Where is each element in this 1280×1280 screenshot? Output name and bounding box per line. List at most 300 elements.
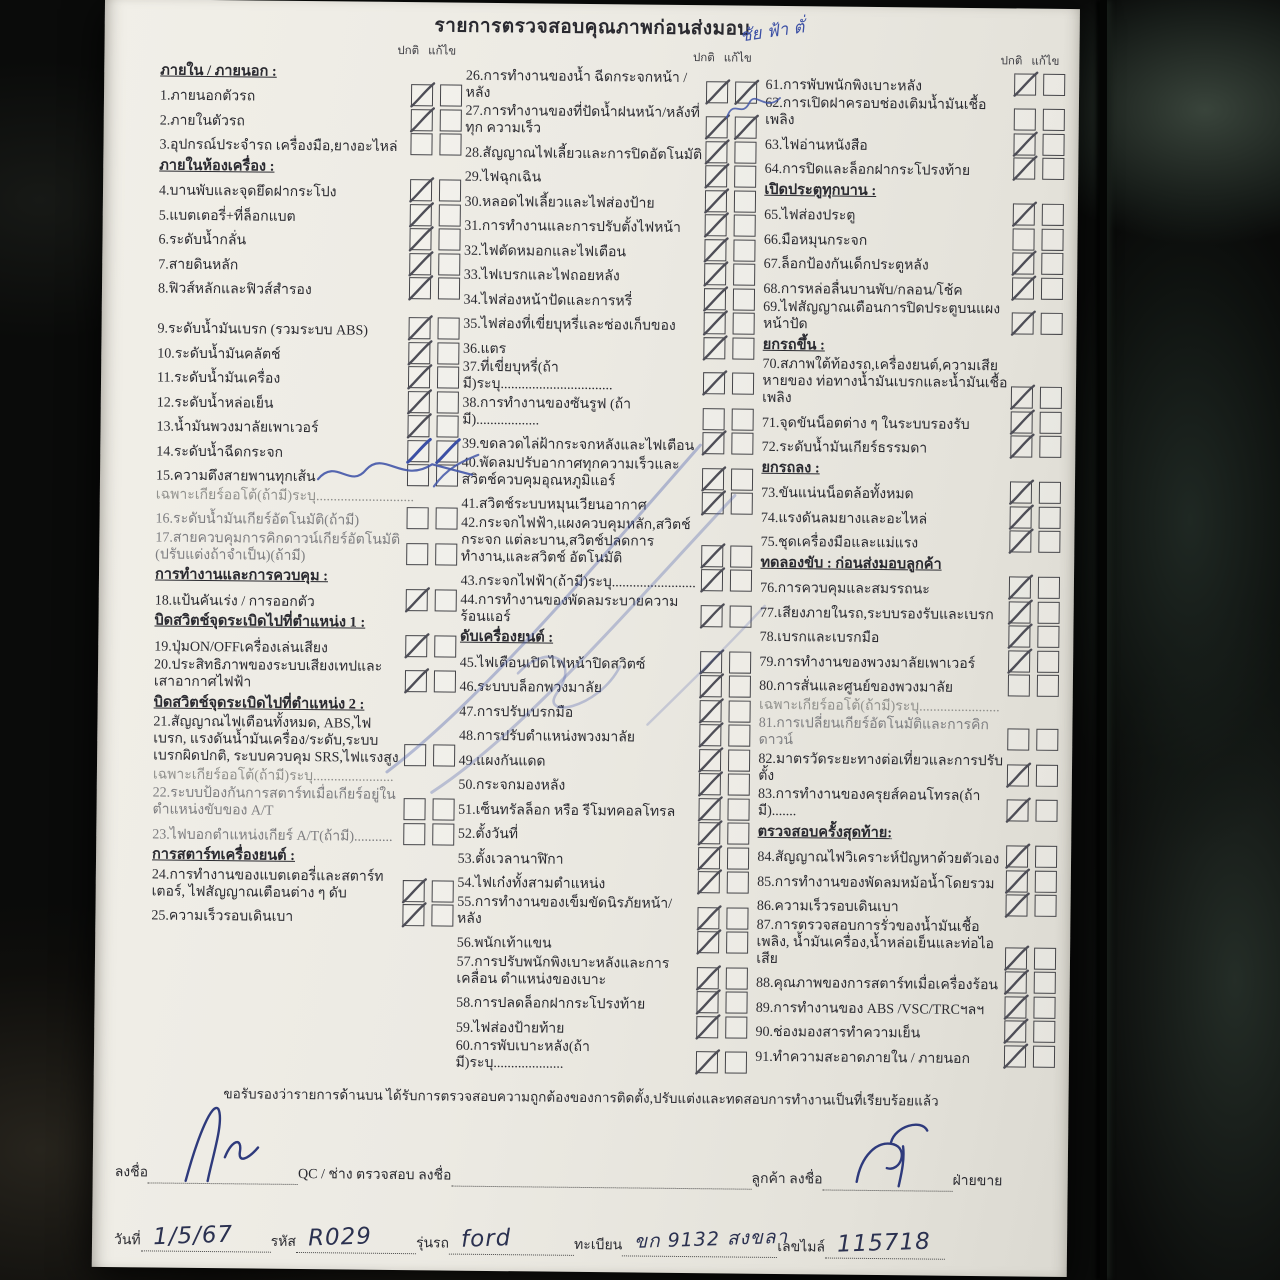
- checkbox-fix[interactable]: [727, 907, 749, 929]
- checkbox-fix[interactable]: [437, 342, 459, 364]
- checkbox-normal[interactable]: [701, 545, 723, 567]
- checkbox-normal[interactable]: [698, 907, 720, 929]
- item-label: 60.การพับเบาะหลัง(ถ้ามี)ระบุ....................: [455, 1038, 590, 1072]
- checkbox-fix[interactable]: [728, 798, 750, 820]
- checkbox-fix[interactable]: [436, 440, 458, 462]
- status-checkboxes: [1013, 157, 1064, 180]
- checkbox-normal[interactable]: [1005, 971, 1027, 993]
- checkbox-fix[interactable]: [1037, 626, 1059, 648]
- plate-value: ขก 9132 สงขลา: [634, 1225, 789, 1253]
- checklist-item: [463, 310, 755, 336]
- item-label: 1.ภายนอกตัวรถ: [159, 88, 256, 105]
- item-label: 3.อุปกรณ์ประจำรถ เครื่องมือ,ยางอะไหล่: [159, 137, 398, 155]
- checkbox-fix[interactable]: [733, 263, 755, 285]
- checklist-item: [462, 430, 754, 456]
- checkbox-normal[interactable]: [1014, 108, 1036, 130]
- checkbox-fix[interactable]: [730, 605, 752, 627]
- checkbox-normal[interactable]: [704, 288, 726, 310]
- status-checkboxes: [705, 165, 756, 188]
- date-field[interactable]: [141, 1221, 271, 1252]
- checkbox-normal[interactable]: [1008, 625, 1030, 647]
- status-checkboxes: [700, 724, 751, 747]
- sales-signature: [842, 1116, 939, 1195]
- item-label: 85.การทำงานของพัดลมหม้อน้ำโดยรวม: [757, 874, 995, 892]
- checkbox-normal[interactable]: [697, 931, 719, 953]
- item-label: 10.ระดับน้ำมันคลัตช์: [157, 345, 281, 363]
- checkbox-normal[interactable]: [402, 904, 424, 926]
- checkbox-fix[interactable]: [435, 543, 457, 565]
- checkbox-fix[interactable]: [438, 277, 460, 299]
- status-checkboxes: [1011, 411, 1062, 434]
- checkbox-normal[interactable]: [697, 967, 719, 989]
- checkbox-normal[interactable]: [704, 312, 726, 334]
- status-checkboxes: [410, 179, 461, 202]
- status-checkboxes: [409, 228, 460, 251]
- model-field[interactable]: [449, 1225, 574, 1256]
- checkbox-normal[interactable]: [696, 1051, 718, 1073]
- status-checkboxes: [701, 569, 752, 592]
- checkbox-normal[interactable]: [705, 190, 727, 212]
- checklist-item: [458, 820, 750, 846]
- item-label: 4.บานพับและจุดยึดฝากระโปง: [158, 183, 337, 201]
- checkbox-fix[interactable]: [431, 880, 453, 902]
- checkbox-fix[interactable]: [1033, 1021, 1055, 1043]
- checkbox-fix[interactable]: [734, 214, 756, 236]
- checkbox-fix[interactable]: [1041, 228, 1063, 250]
- status-checkboxes: [409, 253, 460, 276]
- checkbox-normal[interactable]: [407, 440, 429, 462]
- item-label: 16.ระดับน้ำมันเกียร์อัตโนมัติ(ถ้ามี): [155, 511, 360, 529]
- item-label: 88.คุณภาพของการสตาร์ทเมื่อเครื่องร้อน: [756, 975, 999, 994]
- item-label: 18.แป้นคันเร่ง / การออกตัว: [154, 592, 315, 610]
- section-label: การสตาร์ทเครื่องยนต์ :: [151, 846, 296, 864]
- checkbox-normal[interactable]: [1009, 530, 1031, 552]
- checkbox-normal[interactable]: [410, 179, 432, 201]
- checkbox-fix[interactable]: [437, 317, 459, 339]
- item-label: 32.ไฟตัดหมอกและไฟเตือน: [463, 243, 627, 260]
- checkbox-normal[interactable]: [1010, 435, 1032, 457]
- checkbox-normal[interactable]: [701, 605, 723, 627]
- checkbox-fix[interactable]: [1039, 436, 1061, 458]
- checklist-item: [463, 285, 755, 311]
- checkbox-normal[interactable]: [700, 651, 722, 673]
- mileage-field[interactable]: [825, 1228, 945, 1260]
- checklist-item: [459, 673, 751, 699]
- checkbox-normal[interactable]: [706, 141, 728, 163]
- checklist-columns: [94, 37, 1080, 1087]
- checkbox-normal[interactable]: [700, 675, 722, 697]
- handwritten-top-note: ชัย ฟ้า ตั่: [738, 17, 806, 47]
- checklist-item: [158, 274, 460, 300]
- status-checkboxes: [1009, 530, 1060, 553]
- plate-field[interactable]: [622, 1225, 789, 1258]
- checklist-item: [151, 901, 453, 927]
- item-label: 79.การทำงานของพวงมาลัยเพาเวอร์: [759, 654, 976, 672]
- checkbox-fix[interactable]: [728, 822, 750, 844]
- checkbox-fix[interactable]: [1036, 764, 1058, 786]
- checkbox-fix[interactable]: [1037, 650, 1059, 672]
- checkbox-normal[interactable]: [1008, 650, 1030, 672]
- checkbox-fix[interactable]: [731, 492, 753, 514]
- checkbox-normal[interactable]: [1012, 277, 1034, 299]
- checkbox-fix[interactable]: [1043, 73, 1065, 95]
- status-checkboxes: [706, 81, 757, 104]
- checkbox-normal[interactable]: [406, 543, 428, 565]
- status-checkboxes: [404, 744, 455, 767]
- checkbox-fix[interactable]: [1038, 601, 1060, 623]
- status-fix-label: แก้ไข: [1031, 55, 1060, 68]
- checkbox-normal[interactable]: [699, 773, 721, 795]
- checklist-item: [463, 334, 755, 360]
- checkbox-normal[interactable]: [409, 253, 431, 275]
- checklist-item: [464, 212, 756, 238]
- checkbox-normal[interactable]: [404, 744, 426, 766]
- checkbox-normal[interactable]: [1004, 1045, 1026, 1067]
- customer-signature-line[interactable]: [451, 1170, 751, 1190]
- status-checkboxes: [1010, 506, 1061, 529]
- checkbox-normal[interactable]: [407, 464, 429, 486]
- checklist-item: [458, 844, 750, 870]
- section-header: [155, 564, 457, 587]
- status-header-middle: [466, 41, 758, 69]
- item-label: 56.พนักเท้าแขน: [456, 935, 552, 952]
- checkbox-fix[interactable]: [726, 931, 748, 953]
- status-checkboxes: [1005, 947, 1056, 970]
- checkbox-fix[interactable]: [1042, 133, 1064, 155]
- checkbox-normal[interactable]: [698, 847, 720, 869]
- checkbox-fix[interactable]: [731, 468, 753, 490]
- checkbox-normal[interactable]: [697, 991, 719, 1013]
- checklist-item: [761, 479, 1061, 505]
- checklist-item: [757, 843, 1057, 869]
- checkbox-normal[interactable]: [1004, 996, 1026, 1018]
- checkbox-fix[interactable]: [1041, 277, 1063, 299]
- checkbox-fix[interactable]: [726, 1016, 748, 1038]
- checkbox-fix[interactable]: [439, 133, 461, 155]
- checkbox-normal[interactable]: [1014, 73, 1036, 95]
- checkbox-normal[interactable]: [403, 798, 425, 820]
- status-checkboxes: [1012, 252, 1063, 275]
- checkbox-fix[interactable]: [729, 651, 751, 673]
- checkbox-normal[interactable]: [1012, 228, 1034, 250]
- checklist-item: [160, 81, 462, 107]
- checkbox-normal[interactable]: [409, 204, 431, 226]
- checkbox-normal[interactable]: [1010, 481, 1032, 503]
- checklist-item: [459, 746, 751, 772]
- item-label: 11.ระดับน้ำมันเครื่อง: [156, 370, 281, 387]
- note-line: [153, 766, 455, 786]
- checkbox-normal[interactable]: [705, 165, 727, 187]
- checklist-item: [461, 490, 753, 516]
- checkbox-fix[interactable]: [1040, 387, 1062, 409]
- checkbox-normal[interactable]: [704, 337, 726, 359]
- note-line: [759, 696, 1059, 716]
- checkbox-fix[interactable]: [1034, 972, 1056, 994]
- status-checkboxes: [698, 871, 749, 894]
- checkbox-fix[interactable]: [735, 81, 757, 103]
- checkbox-fix[interactable]: [1042, 158, 1064, 180]
- checkbox-fix[interactable]: [733, 288, 755, 310]
- checklist-item: [457, 893, 749, 930]
- checklist-item: [765, 130, 1065, 156]
- checkbox-normal[interactable]: [699, 749, 721, 771]
- checkbox-normal[interactable]: [1005, 947, 1027, 969]
- checkbox-fix[interactable]: [1033, 996, 1055, 1018]
- checkbox-fix[interactable]: [729, 724, 751, 746]
- status-fix-label: แก้ไข: [723, 52, 752, 65]
- checklist-item: [461, 567, 753, 593]
- checkbox-normal[interactable]: [705, 239, 727, 261]
- item-label: 75.ชุดเครื่องมือและแม่แรง: [760, 534, 919, 552]
- checkbox-normal[interactable]: [1006, 845, 1028, 867]
- item-label: 73.ขันแน่นน็อตล้อทั้งหมด: [761, 485, 914, 503]
- checklist-item: [763, 299, 1063, 336]
- status-checkboxes: [701, 605, 752, 628]
- checkbox-fix[interactable]: [732, 432, 754, 454]
- checkbox-fix[interactable]: [734, 165, 756, 187]
- status-checkboxes: [699, 773, 750, 796]
- checkbox-fix[interactable]: [439, 179, 461, 201]
- checkbox-normal[interactable]: [405, 589, 427, 611]
- checkbox-normal[interactable]: [699, 798, 721, 820]
- checkbox-fix[interactable]: [438, 228, 460, 250]
- checkbox-normal[interactable]: [409, 277, 431, 299]
- checklist-item: [759, 647, 1059, 673]
- checkbox-normal[interactable]: [1012, 252, 1034, 274]
- item-label: 36.แตร: [462, 341, 507, 357]
- checkbox-fix[interactable]: [735, 141, 757, 163]
- checkbox-normal[interactable]: [701, 569, 723, 591]
- checklist-item: [459, 722, 751, 748]
- checkbox-fix[interactable]: [1039, 506, 1061, 528]
- checkbox-fix[interactable]: [1034, 947, 1056, 969]
- sales-signature-line[interactable]: [822, 1173, 952, 1191]
- checkbox-fix[interactable]: [1033, 1045, 1055, 1067]
- item-label: 72.ระดับน้ำมันเกียร์ธรรมดา: [761, 439, 928, 457]
- checkbox-normal[interactable]: [705, 214, 727, 236]
- checkbox-fix[interactable]: [432, 798, 454, 820]
- leather-seam: [1100, 0, 1107, 1280]
- item-label: 27.การทำงานของที่ปัดน้ำฝนหน้า/หลังที่ทุก ความเร็ว: [465, 103, 700, 137]
- checkbox-normal[interactable]: [409, 228, 431, 250]
- checkbox-fix[interactable]: [436, 464, 458, 486]
- checklist-item: [464, 261, 756, 287]
- checkbox-normal[interactable]: [700, 700, 722, 722]
- checkbox-fix[interactable]: [1037, 675, 1059, 697]
- checkbox-fix[interactable]: [730, 569, 752, 591]
- checkbox-normal[interactable]: [1013, 133, 1035, 155]
- checkbox-normal[interactable]: [1006, 870, 1028, 892]
- checkbox-fix[interactable]: [1040, 411, 1062, 433]
- status-checkboxes: [702, 492, 753, 515]
- checkbox-fix[interactable]: [439, 109, 461, 131]
- checkbox-normal[interactable]: [697, 1016, 719, 1038]
- mileage-label: เลขไมล์: [777, 1240, 826, 1256]
- status-checkboxes: [1006, 870, 1057, 893]
- checkbox-normal[interactable]: [1010, 506, 1032, 528]
- checkbox-normal[interactable]: [1007, 764, 1029, 786]
- item-label: 81.การเปลี่ยนเกียร์อัตโนมัติและการคิกดาวน์: [758, 715, 989, 749]
- checklist-item: [458, 771, 750, 797]
- checkbox-normal[interactable]: [411, 84, 433, 106]
- checklist-item: [457, 869, 749, 895]
- checkbox-fix[interactable]: [436, 391, 458, 413]
- qc-signature-line[interactable]: [148, 1166, 298, 1185]
- checkbox-fix[interactable]: [728, 773, 750, 795]
- checkbox-normal[interactable]: [407, 415, 429, 437]
- checkbox-fix[interactable]: [727, 847, 749, 869]
- status-checkboxes: [699, 749, 750, 772]
- checkbox-fix[interactable]: [733, 337, 755, 359]
- checkbox-fix[interactable]: [438, 204, 460, 226]
- checkbox-fix[interactable]: [1036, 729, 1058, 751]
- checkbox-fix[interactable]: [733, 312, 755, 334]
- status-checkboxes: [704, 337, 755, 360]
- checkbox-normal[interactable]: [1004, 1020, 1026, 1042]
- checklist-item: [465, 163, 757, 189]
- checkbox-fix[interactable]: [734, 239, 756, 261]
- checkbox-normal[interactable]: [703, 372, 725, 394]
- checkbox-normal[interactable]: [1012, 312, 1034, 334]
- status-checkboxes: [408, 342, 459, 365]
- item-label: 69.ไฟสัญญาณเตือนการปิดประตูบนแผงหน้าปัด: [762, 299, 1001, 333]
- checklist-item: [156, 412, 458, 438]
- checkbox-normal[interactable]: [408, 317, 430, 339]
- checkbox-normal[interactable]: [408, 366, 430, 388]
- checkbox-fix[interactable]: [1038, 531, 1060, 553]
- checkbox-fix[interactable]: [1042, 204, 1064, 226]
- checkbox-fix[interactable]: [436, 415, 458, 437]
- checkbox-fix[interactable]: [726, 991, 748, 1013]
- checklist-item: [764, 225, 1064, 251]
- checkbox-fix[interactable]: [1041, 313, 1063, 335]
- checklist-item: [157, 363, 459, 389]
- checkbox-normal[interactable]: [702, 492, 724, 514]
- checkbox-normal[interactable]: [700, 724, 722, 746]
- item-label: 68.การหล่อลื่นบานพับ/กลอน/โช้ค: [763, 281, 963, 299]
- checkbox-fix[interactable]: [732, 408, 754, 430]
- status-header-right: [766, 44, 1066, 72]
- checkbox-normal[interactable]: [402, 880, 424, 902]
- checkbox-normal[interactable]: [703, 432, 725, 454]
- status-checkboxes: [703, 372, 754, 395]
- checkbox-normal[interactable]: [1009, 576, 1031, 598]
- checkbox-normal[interactable]: [1011, 411, 1033, 433]
- checkbox-normal[interactable]: [703, 408, 725, 430]
- checkbox-fix[interactable]: [440, 84, 462, 106]
- checkbox-fix[interactable]: [730, 545, 752, 567]
- qc-signature: [168, 1095, 279, 1188]
- checkbox-fix[interactable]: [732, 372, 754, 394]
- checkbox-fix[interactable]: [438, 253, 460, 275]
- checkbox-fix[interactable]: [435, 507, 457, 529]
- checkbox-fix[interactable]: [727, 871, 749, 893]
- checklist-item: [154, 656, 456, 693]
- checkbox-fix[interactable]: [431, 904, 453, 926]
- sales-label: ฝ่ายขาย: [952, 1173, 1003, 1190]
- checklist-item: [159, 176, 461, 202]
- status-checkboxes: [408, 366, 459, 389]
- checkbox-fix[interactable]: [728, 749, 750, 771]
- checkbox-normal[interactable]: [403, 823, 425, 845]
- checklist-item: [458, 795, 750, 821]
- checkbox-fix[interactable]: [735, 117, 757, 139]
- item-label: 62.การเปิดฝาครอบช่องเติมน้ำมันเชื้อเพลิง: [765, 95, 987, 129]
- checkbox-fix[interactable]: [1035, 870, 1057, 892]
- item-label: 44.การทำงานของพัดลมระบายความร้อนแอร์: [460, 592, 679, 625]
- checklist-item: [762, 356, 1062, 410]
- code-field[interactable]: [296, 1223, 416, 1254]
- checkbox-normal[interactable]: [702, 468, 724, 490]
- checkbox-normal[interactable]: [1008, 674, 1030, 696]
- checkbox-fix[interactable]: [1039, 482, 1061, 504]
- checkbox-normal[interactable]: [1013, 203, 1035, 225]
- checkbox-fix[interactable]: [725, 1051, 747, 1073]
- checkbox-normal[interactable]: [405, 635, 427, 657]
- status-checkboxes: [699, 822, 750, 845]
- checkbox-fix[interactable]: [437, 366, 459, 388]
- checklist-item: [158, 225, 460, 251]
- checkbox-normal[interactable]: [404, 670, 426, 692]
- checkbox-normal[interactable]: [1013, 157, 1035, 179]
- status-normal-label: ปกติ: [692, 52, 715, 65]
- column-middle: [451, 41, 758, 1084]
- checkbox-normal[interactable]: [1007, 728, 1029, 750]
- checkbox-normal[interactable]: [410, 109, 432, 131]
- section-header: [154, 692, 456, 715]
- checkbox-normal[interactable]: [1006, 799, 1028, 821]
- checkbox-fix[interactable]: [726, 967, 748, 989]
- checklist-item: [763, 274, 1063, 300]
- checkbox-fix[interactable]: [1038, 577, 1060, 599]
- checkbox-normal[interactable]: [406, 507, 428, 529]
- item-label: 76.การควบคุมและสมรรถนะ: [760, 580, 930, 598]
- status-checkboxes: [410, 133, 461, 156]
- checkbox-normal[interactable]: [698, 871, 720, 893]
- checkbox-fix[interactable]: [1035, 800, 1057, 822]
- certification-statement: ขอรับรองว่ารายการด้านบน ได้รับการตรวจสอบความถูกต้องของการติดตั้ง,ปรับแต่งและทดสอบการทำงานเป็นที่เรียบร้อยแล้ว: [223, 1086, 939, 1109]
- checkbox-fix[interactable]: [729, 675, 751, 697]
- status-checkboxes: [411, 84, 462, 107]
- checkbox-normal[interactable]: [704, 263, 726, 285]
- checkbox-normal[interactable]: [706, 81, 728, 103]
- checkbox-fix[interactable]: [1041, 253, 1063, 275]
- checkbox-normal[interactable]: [410, 133, 432, 155]
- checkbox-fix[interactable]: [434, 589, 456, 611]
- checkbox-fix[interactable]: [433, 744, 455, 766]
- checkbox-fix[interactable]: [1034, 895, 1056, 917]
- checkbox-normal[interactable]: [699, 822, 721, 844]
- checklist-item: [465, 138, 757, 164]
- checkbox-fix[interactable]: [734, 190, 756, 212]
- checkbox-fix[interactable]: [432, 823, 454, 845]
- checkbox-fix[interactable]: [729, 700, 751, 722]
- checkbox-normal[interactable]: [408, 342, 430, 364]
- checkbox-fix[interactable]: [1043, 109, 1065, 131]
- item-label: เฉพาะเกียร์ออโต้(ถ้ามี)ระบุ............................: [155, 486, 415, 505]
- checkbox-fix[interactable]: [1035, 846, 1057, 868]
- checkbox-normal[interactable]: [1009, 601, 1031, 623]
- item-label: 9.ระดับน้ำมันเบรก (รวมระบบ ABS): [157, 321, 369, 339]
- checkbox-fix[interactable]: [433, 670, 455, 692]
- checklist-item: [159, 130, 461, 156]
- checkbox-normal[interactable]: [1005, 894, 1027, 916]
- checkbox-fix[interactable]: [434, 635, 456, 657]
- checklist-item: [758, 786, 1058, 823]
- checkbox-normal[interactable]: [706, 116, 728, 138]
- checkbox-normal[interactable]: [1011, 386, 1033, 408]
- checkbox-normal[interactable]: [407, 391, 429, 413]
